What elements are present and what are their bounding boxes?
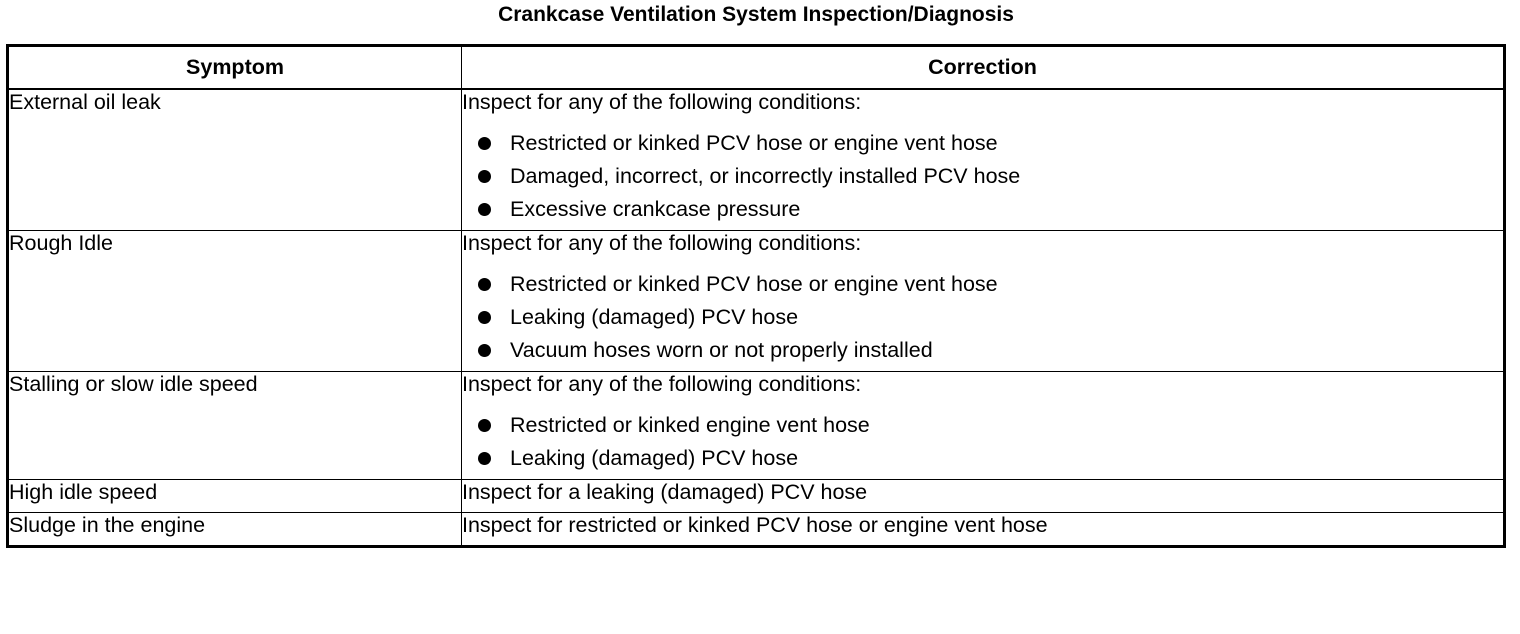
correction-text: Inspect for any of the following conditions: [462,90,862,114]
condition-item [462,164,1503,197]
condition-list [462,413,1503,479]
correction-column-header: Correction [462,46,1505,90]
condition-text: Leaking (damaged) PCV hose [510,305,799,329]
condition-text: Leaking (damaged) PCV hose [510,446,799,470]
correction-cell [462,372,1505,480]
condition-text: Restricted or kinked engine vent hose [510,413,870,437]
condition-text: Restricted or kinked PCV hose or engine vent hose [510,272,998,296]
correction-text: Inspect for any of the following conditions: [462,231,862,255]
correction-cell [462,480,1505,513]
table-title: Crankcase Ventilation System Inspection/Diagnosis [498,3,1014,26]
table-row [8,372,1505,480]
condition-text: Restricted or kinked PCV hose or engine vent hose [510,131,998,155]
condition-item [462,338,1503,371]
correction-text: Inspect for any of the following conditions: [462,372,862,396]
bullet-icon [478,419,491,432]
condition-text: Vacuum hoses worn or not properly installed [510,338,933,362]
condition-list [462,272,1503,371]
bullet-icon [478,170,491,183]
correction-cell [462,231,1505,372]
condition-item [462,197,1503,230]
bullet-icon [478,203,491,216]
correction-cell [462,513,1505,547]
table-row [8,513,1505,547]
condition-item [462,131,1503,164]
bullet-icon [478,344,491,357]
correction-cell [462,89,1505,231]
diagnosis-table [6,44,1506,548]
condition-text: Excessive crankcase pressure [510,197,801,221]
condition-item [462,446,1503,479]
symptom-cell: Sludge in the engine [8,513,462,547]
bullet-icon [478,278,491,291]
symptom-cell: Rough Idle [8,231,462,372]
bullet-icon [478,311,491,324]
condition-item [462,305,1503,338]
symptom-cell: High idle speed [8,480,462,513]
symptom-cell: External oil leak [8,89,462,231]
header-row [8,46,1505,90]
table-row [8,231,1505,372]
condition-text: Damaged, incorrect, or incorrectly installed PCV hose [510,164,1021,188]
condition-item [462,272,1503,305]
table-row [8,480,1505,513]
correction-text: Inspect for restricted or kinked PCV hose or engine vent hose [462,513,1048,537]
condition-list [462,131,1503,230]
correction-text: Inspect for a leaking (damaged) PCV hose [462,480,868,504]
symptom-column-header: Symptom [8,46,462,90]
symptom-cell: Stalling or slow idle speed [8,372,462,480]
condition-item [462,413,1503,446]
bullet-icon [478,452,491,465]
table-row [8,89,1505,231]
bullet-icon [478,137,491,150]
